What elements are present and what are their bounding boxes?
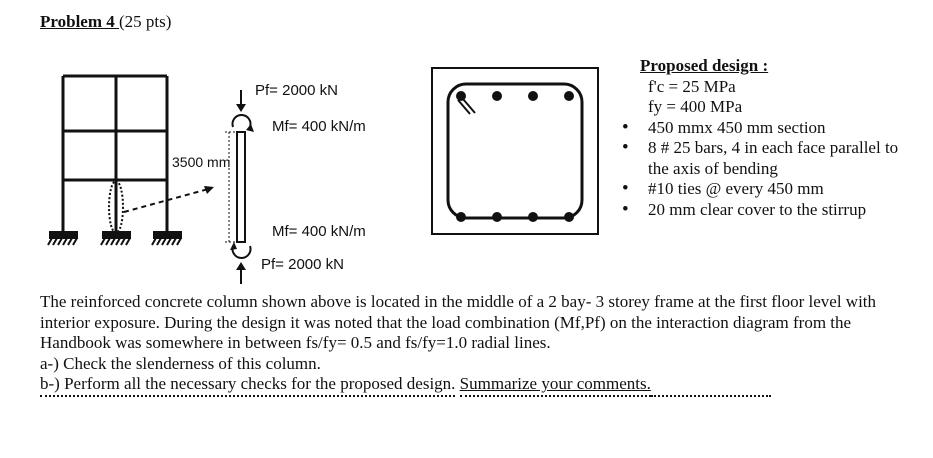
steel-strength: fy = 400 MPa	[648, 97, 743, 116]
cross-section	[432, 68, 598, 234]
bottom-moment-label: Mf= 400 kN/m	[272, 223, 366, 240]
list-item: • 450 mmx 450 mm section	[612, 118, 908, 139]
question-a: a-) Check the slenderness of this column.	[40, 353, 321, 373]
isolated-column	[225, 90, 254, 284]
dotted-line	[651, 374, 771, 397]
support-left	[48, 232, 77, 245]
problem-statement	[40, 292, 910, 397]
bottom-load-label: Pf= 2000 kN	[261, 256, 344, 273]
list-item: • 20 mm clear cover to the stirrup	[612, 200, 878, 221]
design-list	[612, 118, 908, 221]
list-item: • #10 ties @ every 450 mm	[612, 179, 908, 200]
problem-label: Problem 4	[40, 12, 120, 31]
problem-paragraph: The reinforced concrete column shown above is located in the middle of a 2 bay- 3 storey frame at the first floor level with interior exposure. During the design it was noted that the load combination (Mf,Pf) on the interaction diagram from the Handbook was somewhere in between fs/fy= 0.5 and fs/fy=1.0 radial lines.	[40, 292, 877, 352]
top-load-label: Pf= 2000 kN	[255, 82, 338, 99]
question-b-summary: Summarize your comments.	[460, 374, 651, 397]
proposed-design	[612, 56, 908, 220]
frame-height-label: 3500 mm	[172, 154, 231, 170]
problem-points: (25 pts)	[119, 12, 172, 31]
list-item: • 8 # 25 bars, 4 in each face parallel to the axis of bending	[612, 138, 908, 179]
design-heading: Proposed design :	[640, 56, 769, 75]
support-right	[152, 232, 181, 245]
top-moment-label: Mf= 400 kN/m	[272, 118, 366, 135]
question-b	[40, 374, 910, 397]
frame-drawing	[63, 76, 167, 232]
pointer-arrowhead	[204, 186, 214, 194]
question-b-text: b-) Perform all the necessary checks for the proposed design.	[40, 374, 455, 397]
concrete-strength: f'c = 25 MPa	[648, 76, 736, 96]
